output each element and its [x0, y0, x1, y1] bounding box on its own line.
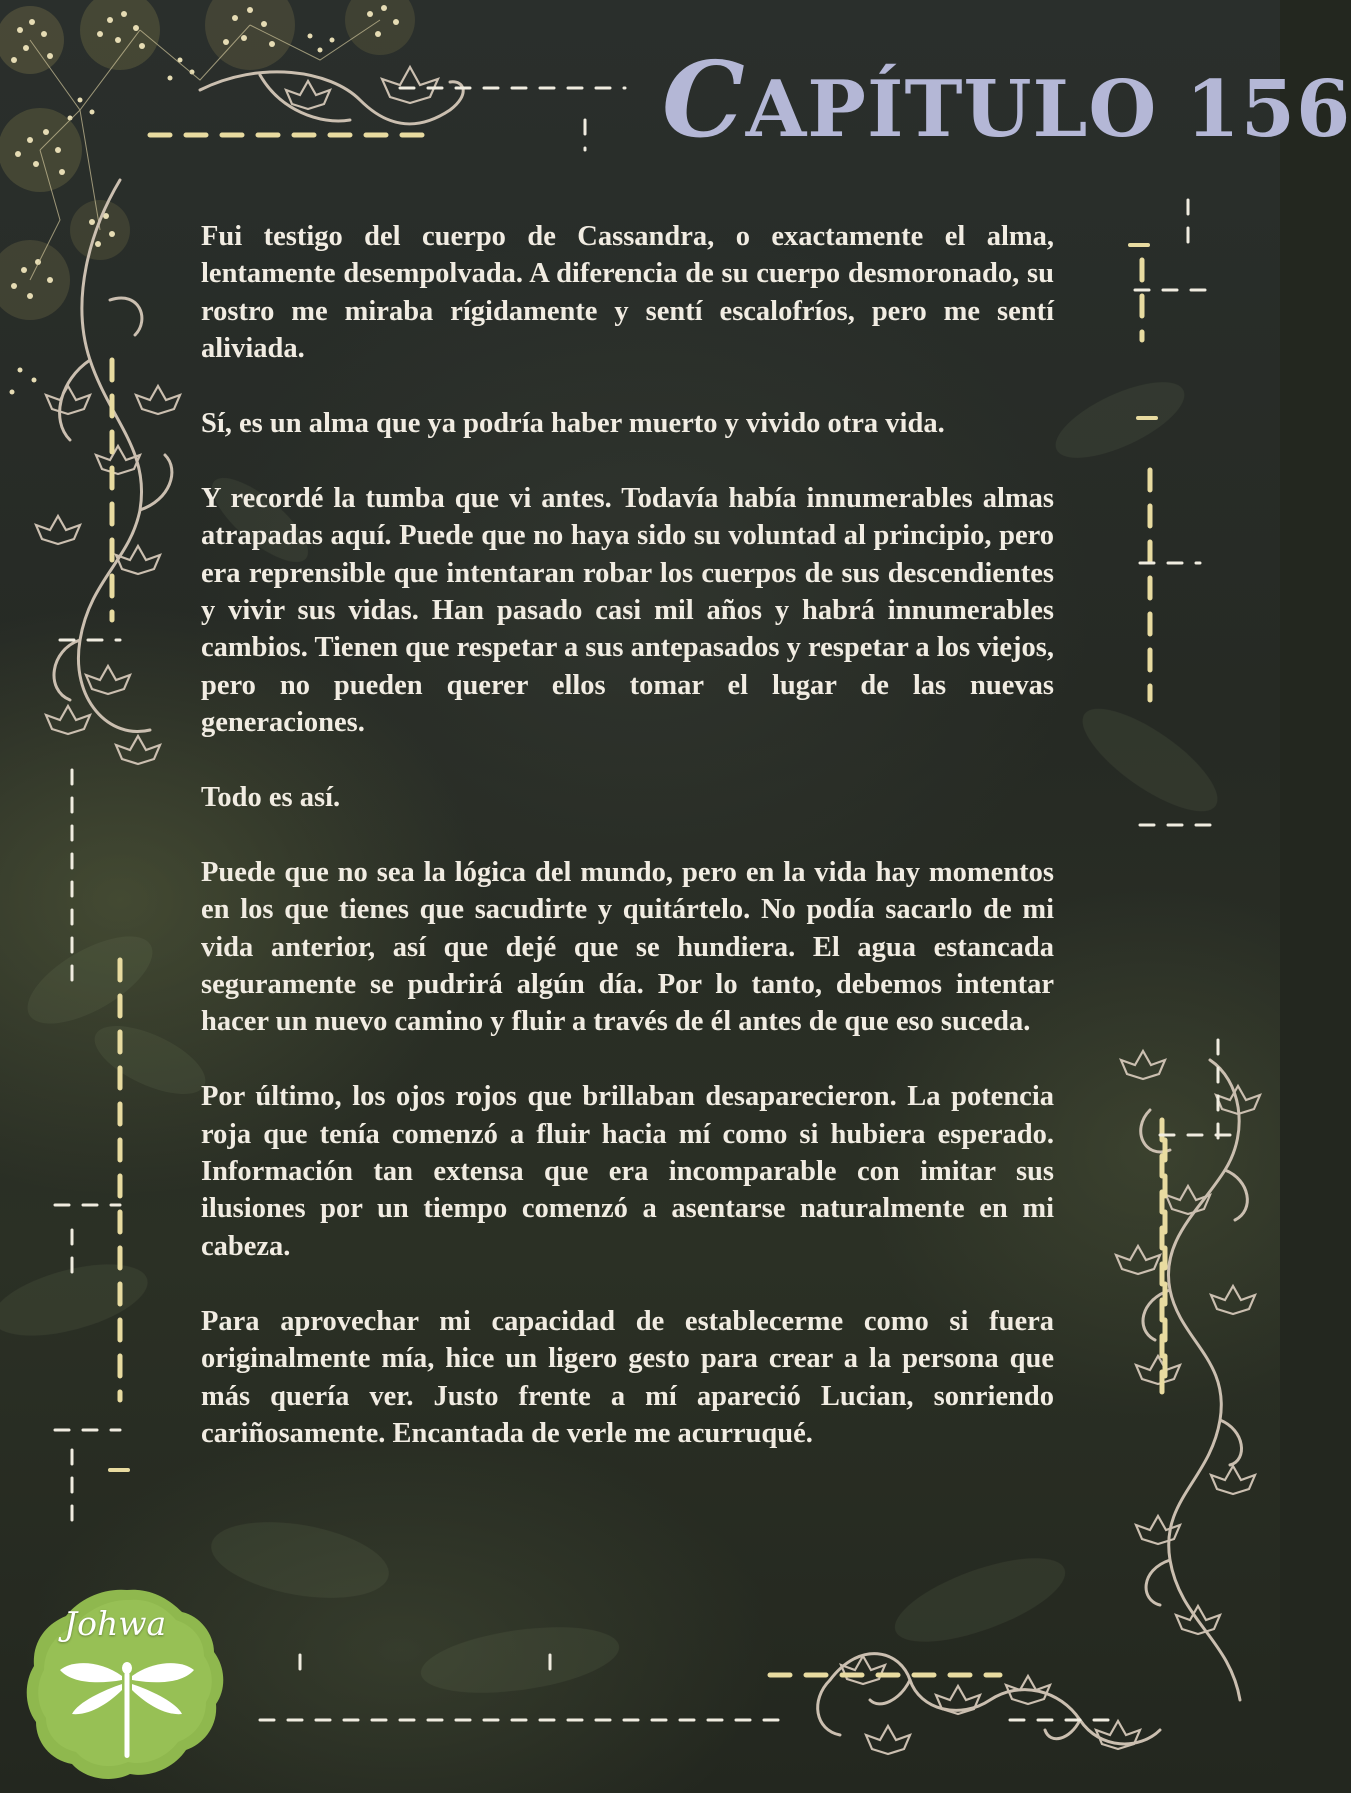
logo-text: Johwa — [63, 1604, 167, 1643]
paragraph: Por último, los ojos rojos que brillaban desaparecieron. La potencia roja que tenía comenzó a fluir hacia mí como si hubiera esperado. Información tan extensa que era incomparable con imitar sus ilusiones por un tiempo comenzó a asentarse naturalmente en mi cabeza. — [201, 1081, 1054, 1262]
chapter-title-rest: APÍTULO 156 — [745, 64, 1351, 155]
paragraph: Y recordé la tumba que vi antes. Todavía había innumerables almas atrapadas aquí. Puede que no haya sido su voluntad al principio, pero era reprensible que intentaran robar los cuerpos de sus descendientes y vivir sus vidas. Han pasado casi mil años y habrá innumerables cambios. Tienen que respetar a sus antepasados y respetar a los viejos, pero no pueden querer ellos tomar el lugar de las nuevas generaciones. — [201, 482, 1054, 739]
chapter-body — [201, 218, 1054, 1490]
paragraph: Para aprovechar mi capacidad de establecerme como si fuera originalmente mía, hice un ligero gesto para crear a la persona que más quería ver. Justo frente a mí apareció Lucian, sonriendo cariñosamente. Encantada de verle me acurruqué. — [201, 1305, 1054, 1449]
paragraph: Todo es así. — [201, 782, 341, 814]
paragraph: Puede que no sea la lógica del mundo, pero en la vida hay momentos en los que tienes que sacudirte y quitártelo. No podía sacarlo de mi vida anterior, así que dejé que se hundiera. El agua estancada seguramente se pudrirá algún día. Por lo tanto, debemos intentar hacer un nuevo camino y fluir a través de él antes de que eso suceda. — [201, 856, 1054, 1038]
vine-ornament-right — [1141, 1060, 1248, 1700]
paragraph: Sí, es un alma que ya podría haber muerto y vivido otra vida. — [201, 408, 945, 440]
paragraph: Fui testigo del cuerpo de Cassandra, o exactamente el alma, lentamente desempolvada. A diferencia de su cuerpo desmoronado, su rostro me miraba rígidamente y sentí escalofríos, pero me sentí aliviada. — [201, 221, 1054, 365]
chapter-title — [662, 38, 1351, 161]
ivy-leaves-bottom — [841, 1656, 1140, 1754]
chapter-title-initial: C — [662, 38, 746, 161]
